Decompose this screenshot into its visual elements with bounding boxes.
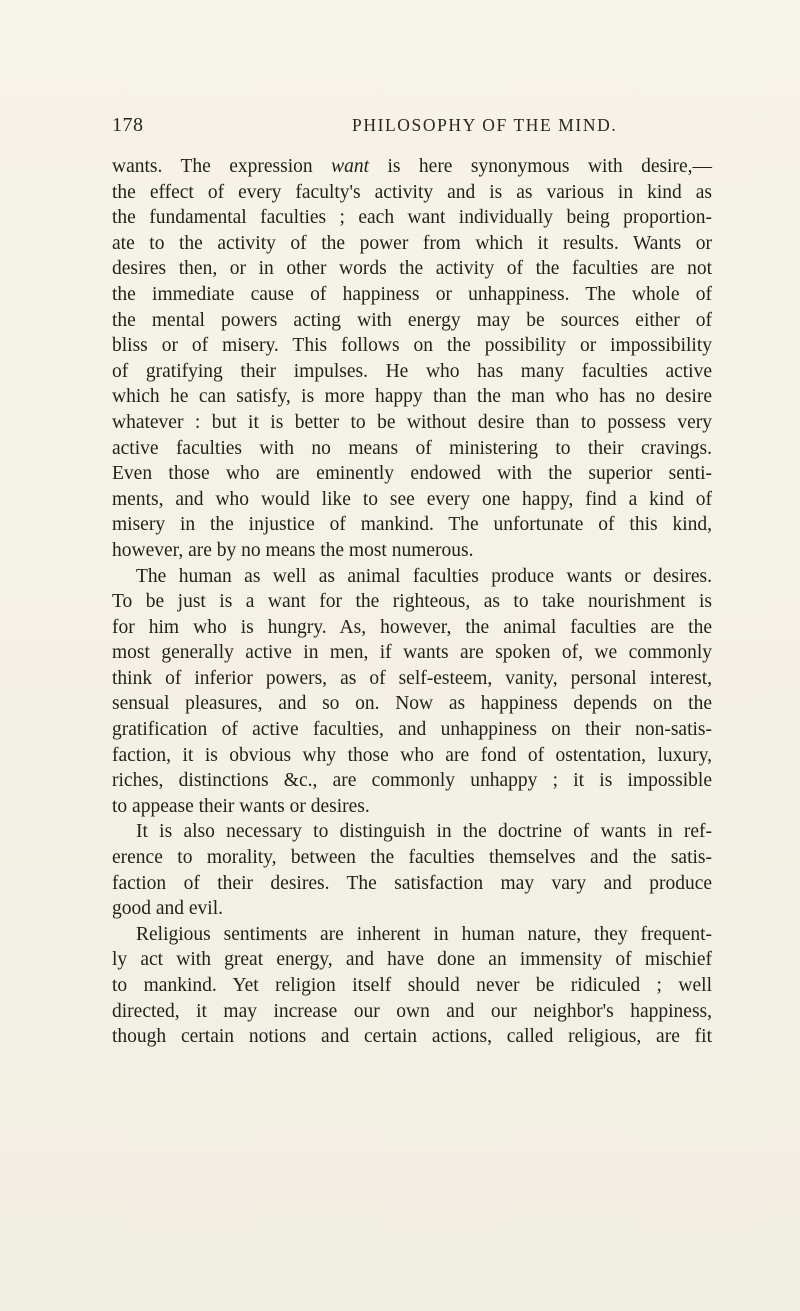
- text-line: Even those who are eminently endowed with the superior senti-: [112, 463, 712, 485]
- text-line: ly act with great energy, and have done an immensity of mischief: [112, 949, 712, 971]
- text-line: of gratifying their impulses. He who has many faculties active: [112, 360, 712, 382]
- text-line: good and evil.: [112, 898, 224, 920]
- text-line: bliss or of misery. This follows on the possibility or impossibility: [112, 335, 712, 357]
- text-line: though certain notions and certain actions, called religious, are fit: [112, 1026, 712, 1048]
- text-line: To be just is a want for the righteous, as to take nourishment is: [112, 591, 712, 613]
- text-line: [112, 154, 712, 180]
- text-line: erence to morality, between the faculties themselves and the satis-: [112, 847, 712, 869]
- text-line: the effect of every faculty's activity and is as various in kind as: [112, 181, 712, 203]
- text-line: whatever : but it is better to be without desire than to possess very: [112, 411, 712, 433]
- text-line: the mental powers acting with energy may be sources either of: [112, 309, 712, 331]
- page-number: 178: [112, 114, 144, 136]
- running-head: PHILOSOPHY OF THE MIND.: [352, 115, 618, 135]
- text-line: Religious sentiments are inherent in human nature, they frequent-: [136, 923, 712, 945]
- text-line: which he can satisfy, is more happy than the man who has no desire: [112, 386, 712, 408]
- text-line: however, are by no means the most numerous.: [112, 539, 474, 561]
- text-line: ate to the activity of the power from which it results. Wants or: [112, 232, 712, 254]
- page-header: [112, 114, 712, 140]
- body-text: [112, 154, 712, 1050]
- text-line: The human as well as animal faculties produce wants or desires.: [136, 565, 712, 587]
- text-line: the immediate cause of happiness or unhappiness. The whole of: [112, 283, 712, 305]
- text-line: faction, it is obvious why those who are fond of ostentation, luxury,: [112, 744, 712, 766]
- text-line: riches, distinctions &c., are commonly unhappy ; it is impossible: [112, 770, 712, 792]
- text-line: most generally active in men, if wants are spoken of, we commonly: [112, 642, 712, 664]
- text-line: sensual pleasures, and so on. Now as happiness depends on the: [112, 693, 712, 715]
- text-line: to mankind. Yet religion itself should never be ridiculed ; well: [112, 975, 712, 996]
- text-segment: wants. The expression: [112, 156, 332, 177]
- italic-word: want: [331, 156, 370, 177]
- text-line: faction of their desires. The satisfaction may vary and produce: [112, 872, 712, 894]
- text-line: misery in the injustice of mankind. The unfortunate of this kind,: [112, 514, 712, 536]
- text-line: It is also necessary to distinguish in the doctrine of wants in ref-: [136, 821, 712, 843]
- text-segment: is here synonymous with desire,—: [369, 156, 712, 177]
- text-line: ments, and who would like to see every one happy, find a kind of: [112, 488, 712, 510]
- text-line: desires then, or in other words the activity of the faculties are not: [112, 258, 712, 280]
- text-line: to appease their wants or desires.: [112, 795, 370, 817]
- text-line: directed, it may increase our own and our neighbor's happiness,: [112, 1000, 712, 1022]
- text-line: gratification of active faculties, and unhappiness on their non-satis-: [112, 719, 712, 741]
- text-line: for him who is hungry. As, however, the animal faculties are the: [112, 616, 712, 638]
- text-line: think of inferior powers, as of self-esteem, vanity, personal interest,: [112, 667, 712, 689]
- text-line: the fundamental faculties ; each want individually being proportion-: [112, 207, 712, 229]
- text-line: active faculties with no means of ministering to their cravings.: [112, 437, 712, 459]
